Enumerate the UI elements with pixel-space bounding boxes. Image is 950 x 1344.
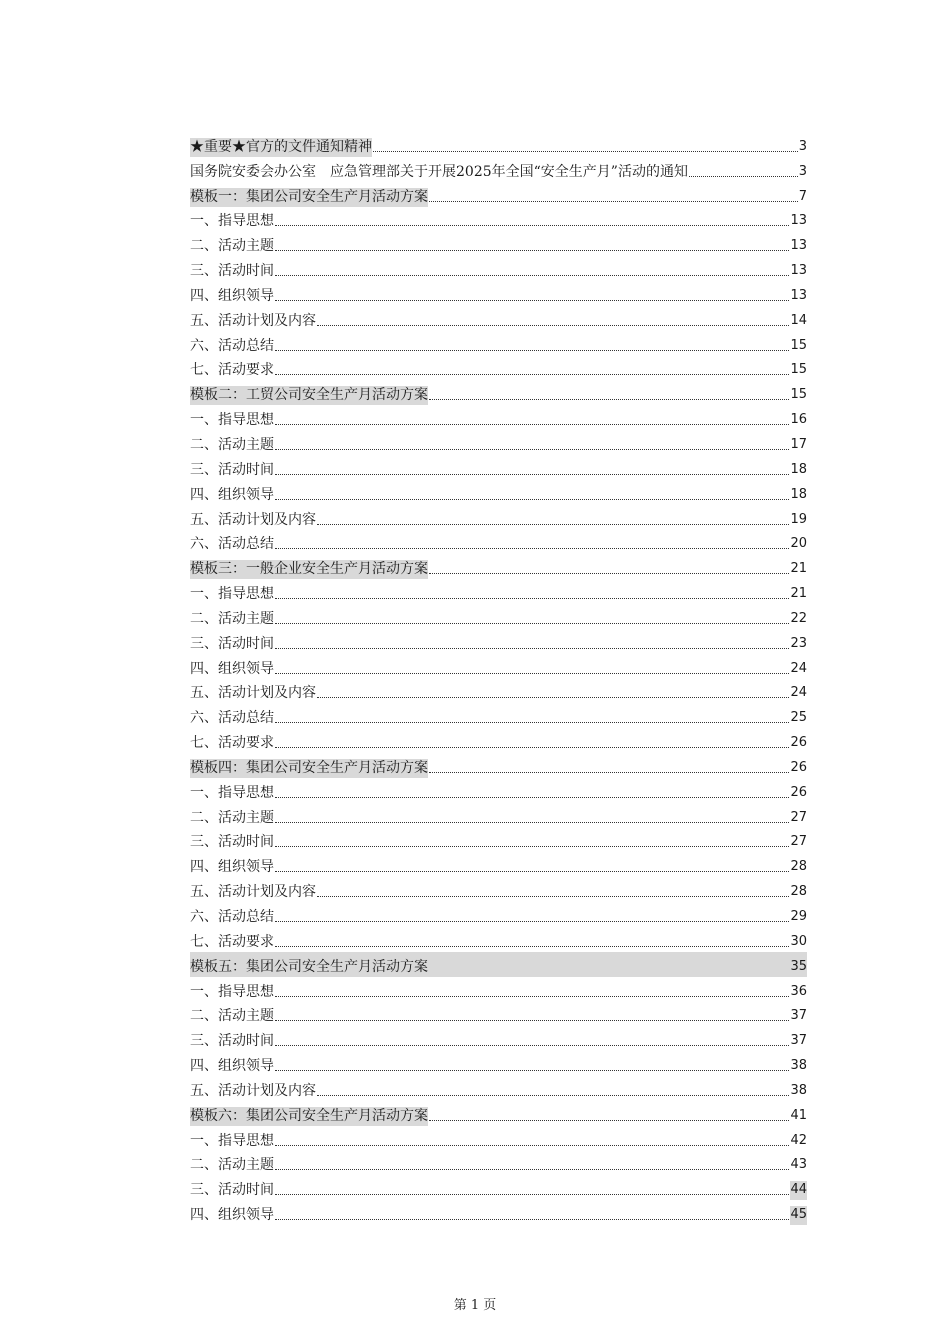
toc-entry-page: 17 — [790, 436, 807, 452]
toc-entry-page: 26 — [790, 759, 807, 775]
toc-entry-page: 27 — [790, 809, 807, 825]
toc-leader-dots — [429, 1120, 789, 1121]
toc-entry[interactable] — [190, 604, 807, 629]
toc-leader-dots — [317, 697, 789, 698]
toc-leader-dots — [275, 1169, 789, 1170]
toc-leader-dots — [275, 1145, 789, 1146]
toc-entry[interactable] — [190, 530, 807, 555]
toc-entry-page: 42 — [790, 1132, 807, 1148]
toc-leader-dots — [275, 1194, 789, 1195]
toc-leader-dots — [275, 449, 789, 450]
toc-leader-dots — [275, 846, 789, 847]
toc-entry-page: 13 — [790, 287, 807, 303]
toc-entry-page: 37 — [790, 1008, 807, 1024]
toc-leader-dots — [275, 350, 789, 351]
toc-entry-label: 三、活动时间 — [190, 1033, 274, 1050]
toc-entry-page: 26 — [790, 735, 807, 751]
toc-entry-page: 38 — [790, 1058, 807, 1074]
toc-leader-dots — [275, 946, 789, 947]
toc-entry[interactable] — [190, 380, 807, 405]
toc-leader-dots — [275, 871, 789, 872]
toc-entry-label: 四、组织领导 — [190, 287, 274, 304]
toc-entry-page: 15 — [790, 387, 807, 403]
toc-entry-label: 国务院安委会办公室 应急管理部关于开展2025年全国“安全生产月”活动的通知 — [190, 163, 688, 180]
toc-leader-dots — [275, 598, 789, 599]
toc-leader-dots — [317, 325, 789, 326]
toc-entry[interactable] — [190, 629, 807, 654]
toc-entry-label: 模板六：集团公司安全生产月活动方案 — [190, 1107, 428, 1124]
toc-entry-page: 21 — [790, 561, 807, 577]
toc-entry-label: 二、活动主题 — [190, 238, 274, 255]
toc-entry[interactable] — [190, 977, 807, 1002]
toc-leader-dots — [317, 1095, 789, 1096]
toc-entry[interactable] — [190, 505, 807, 530]
toc-entry-label: 七、活动要求 — [190, 735, 274, 752]
toc-entry-label: 二、活动主题 — [190, 610, 274, 627]
toc-leader-dots — [275, 300, 789, 301]
toc-entry[interactable] — [190, 852, 807, 877]
toc-leader-dots — [317, 896, 789, 897]
toc-entry-page: 26 — [790, 784, 807, 800]
toc-entry-page: 16 — [790, 412, 807, 428]
toc-entry[interactable] — [190, 356, 807, 381]
toc-entry[interactable] — [190, 927, 807, 952]
toc-entry[interactable] — [190, 703, 807, 728]
toc-entry-label: 三、活动时间 — [190, 635, 274, 652]
toc-entry-label: 模板二：工贸公司安全生产月活动方案 — [190, 387, 428, 404]
toc-entry[interactable] — [190, 1175, 807, 1200]
toc-leader-dots — [275, 921, 789, 922]
toc-entry-label: 模板五：集团公司安全生产月活动方案 — [190, 958, 428, 975]
toc-leader-dots — [429, 971, 789, 972]
toc-entry[interactable] — [190, 1151, 807, 1176]
toc-leader-dots — [429, 399, 789, 400]
toc-entry[interactable] — [190, 803, 807, 828]
toc-entry-label: 模板一：集团公司安全生产月活动方案 — [190, 188, 428, 205]
toc-entry[interactable] — [190, 952, 807, 977]
toc-entry-label: 五、活动计划及内容 — [190, 1082, 316, 1099]
toc-leader-dots — [429, 772, 789, 773]
toc-entry-page: 43 — [790, 1157, 807, 1173]
toc-leader-dots — [275, 722, 789, 723]
toc-entry-label: 五、活动计划及内容 — [190, 511, 316, 528]
toc-entry-label: 五、活动计划及内容 — [190, 312, 316, 329]
toc-entry[interactable] — [190, 753, 807, 778]
toc-entry[interactable] — [190, 281, 807, 306]
toc-leader-dots — [275, 822, 789, 823]
toc-entry[interactable] — [190, 877, 807, 902]
toc-leader-dots — [373, 151, 798, 152]
toc-leader-dots — [275, 275, 789, 276]
toc-leader-dots — [275, 225, 789, 226]
toc-entry-page: 19 — [790, 511, 807, 527]
toc-entry-label: 六、活动总结 — [190, 337, 274, 354]
toc-leader-dots — [275, 424, 789, 425]
toc-entry[interactable] — [190, 1200, 807, 1225]
toc-entry[interactable] — [190, 480, 807, 505]
toc-leader-dots — [275, 499, 789, 500]
toc-entry-label: 一、指导思想 — [190, 983, 274, 1000]
toc-entry[interactable] — [190, 306, 807, 331]
toc-entry-page: 15 — [790, 362, 807, 378]
toc-entry[interactable] — [190, 828, 807, 853]
toc-leader-dots — [275, 474, 789, 475]
toc-entry[interactable] — [190, 455, 807, 480]
toc-entry-page: 15 — [790, 337, 807, 353]
toc-leader-dots — [317, 524, 789, 525]
toc-entry-page: 24 — [790, 685, 807, 701]
toc-leader-dots — [275, 250, 789, 251]
toc-entry[interactable] — [190, 132, 807, 157]
toc-entry-label: 三、活动时间 — [190, 263, 274, 280]
toc-entry[interactable] — [190, 778, 807, 803]
toc-entry[interactable] — [190, 1126, 807, 1151]
toc-entry-page: 36 — [790, 983, 807, 999]
toc-entry-label: 四、组织领导 — [190, 1207, 274, 1224]
toc-entry-label: 一、指导思想 — [190, 412, 274, 429]
toc-leader-dots — [275, 1045, 789, 1046]
toc-entry[interactable] — [190, 1002, 807, 1027]
toc-entry-label: 三、活动时间 — [190, 1182, 274, 1199]
toc-entry[interactable] — [190, 679, 807, 704]
toc-entry-label: 五、活动计划及内容 — [190, 884, 316, 901]
toc-entry[interactable] — [190, 654, 807, 679]
toc-entry-page: 24 — [790, 660, 807, 676]
toc-entry[interactable] — [190, 207, 807, 232]
toc-entry-page: 3 — [798, 163, 807, 179]
toc-entry-label: 三、活动时间 — [190, 461, 274, 478]
toc-entry[interactable] — [190, 405, 807, 430]
toc-entry[interactable] — [190, 157, 807, 182]
toc-entry-page: 38 — [790, 1082, 807, 1098]
toc-entry-label: 二、活动主题 — [190, 436, 274, 453]
toc-entry-label: 二、活动主题 — [190, 809, 274, 826]
toc-entry-page: 25 — [790, 710, 807, 726]
toc-entry-page: 30 — [790, 933, 807, 949]
toc-leader-dots — [275, 648, 789, 649]
toc-entry[interactable] — [190, 1101, 807, 1126]
toc-entry[interactable] — [190, 1026, 807, 1051]
toc-entry-page: 45 — [790, 1206, 807, 1225]
toc-entry-page: 27 — [790, 834, 807, 850]
toc-entry-label: 一、指导思想 — [190, 586, 274, 603]
toc-entry[interactable] — [190, 554, 807, 579]
toc-leader-dots — [275, 673, 789, 674]
toc-entry-label: 四、组织领导 — [190, 660, 274, 677]
toc-entry-label: 四、组织领导 — [190, 859, 274, 876]
toc-entry[interactable] — [190, 1076, 807, 1101]
toc-entry-label: 二、活动主题 — [190, 1157, 274, 1174]
toc-leader-dots — [275, 747, 789, 748]
toc-entry-page: 22 — [790, 610, 807, 626]
toc-leader-dots — [275, 548, 789, 549]
toc-entry[interactable] — [190, 728, 807, 753]
table-of-contents — [190, 132, 807, 1225]
toc-entry[interactable] — [190, 1051, 807, 1076]
toc-entry[interactable] — [190, 430, 807, 455]
page-number-footer: 第 1 页 — [453, 1298, 497, 1313]
toc-leader-dots — [275, 623, 789, 624]
toc-leader-dots — [275, 996, 789, 997]
toc-entry-label: 六、活动总结 — [190, 536, 274, 553]
toc-entry-page: 3 — [798, 138, 807, 154]
toc-leader-dots — [275, 1020, 789, 1021]
toc-entry-label: 二、活动主题 — [190, 1008, 274, 1025]
toc-leader-dots — [689, 176, 798, 177]
toc-entry[interactable] — [190, 331, 807, 356]
toc-entry[interactable] — [190, 902, 807, 927]
toc-entry-label: 一、指导思想 — [190, 1132, 274, 1149]
toc-entry-page: 13 — [790, 213, 807, 229]
toc-entry-page: 14 — [790, 312, 807, 328]
toc-entry-page: 41 — [790, 1107, 807, 1123]
toc-entry-label: 六、活动总结 — [190, 710, 274, 727]
toc-entry[interactable] — [190, 256, 807, 281]
toc-entry-label: ★重要★官方的文件通知精神 — [190, 138, 372, 155]
toc-leader-dots — [429, 573, 789, 574]
toc-entry-page: 28 — [790, 884, 807, 900]
toc-entry-page: 7 — [798, 188, 807, 204]
toc-entry[interactable] — [190, 231, 807, 256]
toc-entry-page: 44 — [790, 1181, 807, 1200]
toc-entry-label: 一、指导思想 — [190, 213, 274, 230]
toc-entry-page: 28 — [790, 859, 807, 875]
toc-entry-page: 13 — [790, 263, 807, 279]
toc-entry-label: 六、活动总结 — [190, 909, 274, 925]
toc-entry-label: 一、指导思想 — [190, 784, 274, 801]
toc-entry-page: 23 — [790, 635, 807, 651]
toc-entry-page: 20 — [790, 536, 807, 552]
toc-entry-page: 18 — [790, 486, 807, 502]
toc-entry-page: 29 — [790, 909, 807, 924]
toc-entry-label: 模板四：集团公司安全生产月活动方案 — [190, 759, 428, 776]
toc-entry-page: 18 — [790, 461, 807, 477]
toc-leader-dots — [275, 1070, 789, 1071]
toc-entry[interactable] — [190, 182, 807, 207]
toc-entry-page: 13 — [790, 238, 807, 254]
toc-entry-label: 七、活动要求 — [190, 362, 274, 379]
toc-entry-label: 五、活动计划及内容 — [190, 685, 316, 702]
toc-leader-dots — [275, 374, 789, 375]
toc-entry-label: 四、组织领导 — [190, 486, 274, 503]
toc-entry-page: 35 — [790, 958, 807, 974]
toc-entry-label: 三、活动时间 — [190, 834, 274, 851]
toc-leader-dots — [275, 797, 789, 798]
toc-entry-label: 模板三：一般企业安全生产月活动方案 — [190, 561, 428, 578]
toc-leader-dots — [429, 201, 798, 202]
toc-leader-dots — [275, 1219, 789, 1220]
toc-entry-label: 七、活动要求 — [190, 933, 274, 950]
toc-entry-page: 37 — [790, 1033, 807, 1049]
toc-entry-label: 四、组织领导 — [190, 1058, 274, 1075]
toc-entry-page: 21 — [790, 586, 807, 602]
toc-entry[interactable] — [190, 579, 807, 604]
